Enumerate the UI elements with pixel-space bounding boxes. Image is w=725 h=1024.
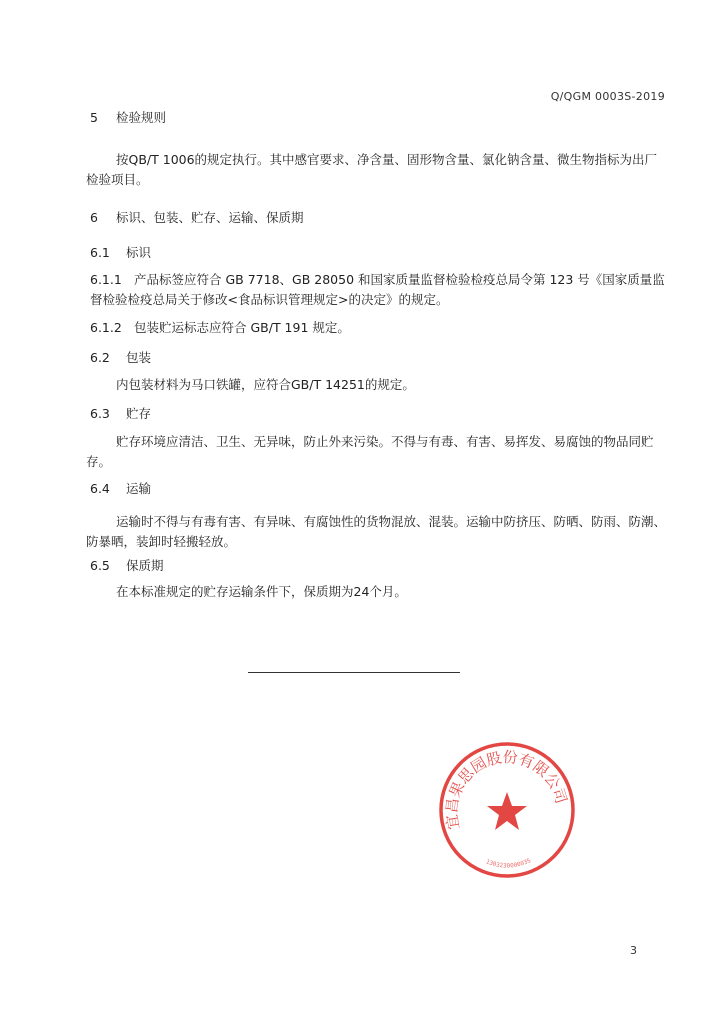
section-number: 6 <box>90 210 98 225</box>
section-number: 6.1 <box>90 245 110 260</box>
end-rule <box>248 672 460 673</box>
section-title: 保质期 <box>126 558 164 573</box>
clause-6-1-1 <box>90 270 670 310</box>
section-title: 检验规则 <box>116 110 167 125</box>
section-5-paragraph: 按QB/T 1006的规定执行。其中感官要求、净含量、固形物含量、氯化钠含量、微生物指标为出厂检验项目。 <box>86 152 658 187</box>
section-6-5-paragraph: 在本标准规定的贮存运输条件下，保质期为24个月。 <box>116 584 407 599</box>
clause-text: 包装贮运标志应符合 GB/T 191 规定。 <box>134 320 350 335</box>
section-number: 6.2 <box>90 350 110 365</box>
section-6-3-paragraph: 贮存环境应清洁、卫生、无异味，防止外来污染。不得与有毒、有害、易挥发、易腐蚀的物品同贮存。 <box>86 434 654 469</box>
seal-star-icon <box>487 792 527 830</box>
standard-code: Q/QGM 0003S-2019 <box>550 90 665 103</box>
section-6-heading <box>90 208 304 226</box>
page-number: 3 <box>630 944 637 957</box>
section-6-4-heading <box>90 479 151 497</box>
clause-6-1-2 <box>90 318 670 338</box>
section-6-3-heading <box>90 404 151 422</box>
seal-text: 宜昌果思园股份有限公司 <box>442 748 571 831</box>
section-number: 6.4 <box>90 481 110 496</box>
clause-text: 产品标签应符合 GB 7718、GB 28050 和国家质量监督检验检疫总局令第 123 号《国家质量监督检验检疫总局关于修改<食品标识管理规定>的决定》的规定。 <box>90 272 665 307</box>
section-title: 运输 <box>126 481 152 496</box>
clause-number: 6.1.2 <box>90 320 122 335</box>
section-number: 6.5 <box>90 558 110 573</box>
section-number: 6.3 <box>90 406 110 421</box>
section-6-1-heading <box>90 243 151 261</box>
section-title: 包装 <box>126 350 152 365</box>
section-5-heading <box>90 108 166 126</box>
section-6-2-paragraph: 内包装材料为马口铁罐，应符合GB/T 14251的规定。 <box>116 377 415 392</box>
section-title: 贮存 <box>126 406 152 421</box>
seal-number: 1303230000035 <box>484 857 533 870</box>
section-number: 5 <box>90 110 98 125</box>
section-title: 标识 <box>126 245 152 260</box>
clause-number: 6.1.1 <box>90 272 122 287</box>
section-6-5-heading <box>90 556 164 574</box>
section-6-4-paragraph: 运输时不得与有毒有害、有异味、有腐蚀性的货物混放、混装。运输中防挤压、防晒、防雨、防潮、防暴晒，装卸时轻搬轻放。 <box>86 514 667 549</box>
company-seal <box>437 740 577 880</box>
section-title: 标识、包装、贮存、运输、保质期 <box>116 210 304 225</box>
section-6-2-heading <box>90 348 151 366</box>
